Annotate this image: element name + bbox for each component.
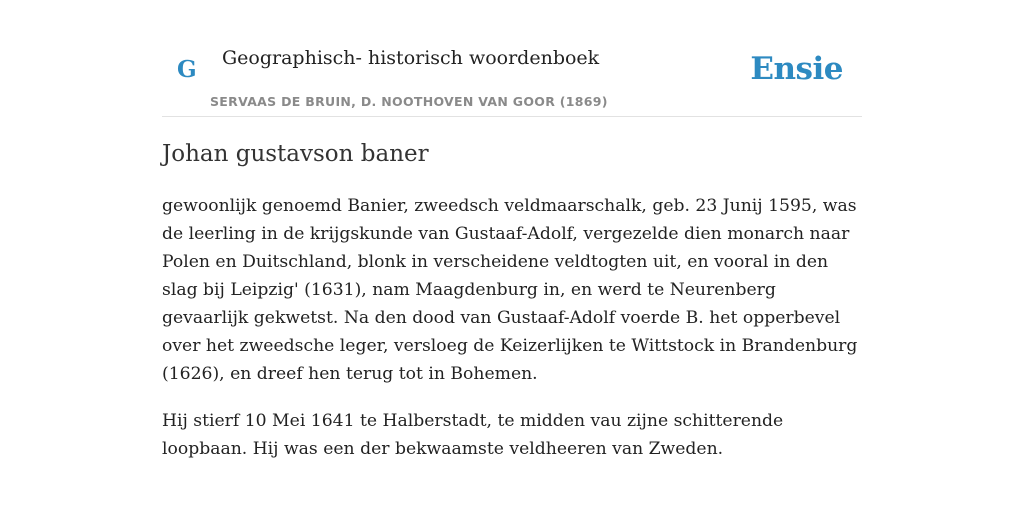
page-header (162, 0, 862, 117)
book-authors: SERVAAS DE BRUIN, D. NOOTHOVEN VAN GOOR (1869) (210, 94, 608, 109)
page-container (162, 0, 862, 459)
ensie-logo-link[interactable]: Ensie (750, 51, 843, 87)
entry-body (162, 192, 862, 482)
entry-paragraph: gewoonlijk genoemd Banier, zweedsch veldmaarschalk, geb. 23 Junij 1595, was de leerling in de krijgskunde van Gustaaf-Adolf, vergezelde dien monarch naar Polen en Duitschland, blonk in verscheidene veldtogten uit, en vooral in den slag bij Leipzig' (1631), nam Maagdenburg in, en werd te Neurenberg gevaarlijk gekwetst. Na den dood van Gustaaf-Adolf voerde B. het opperbevel over het zweedsche leger, versloeg de Keizerlijken te Wittstock in Brandenburg (1626), en dreef hen terug tot in Bohemen. (162, 196, 858, 384)
entry-title: Johan gustavson baner (162, 141, 429, 167)
book-title-link[interactable]: Geographisch- historisch woordenboek (222, 47, 600, 69)
entry-paragraph: Hij stierf 10 Mei 1641 te Halberstadt, te midden vau zijne schitterende loopbaan. Hij was een der bekwaamste veldheeren van Zweden. (162, 411, 784, 459)
book-letter-icon[interactable]: G (177, 56, 197, 83)
